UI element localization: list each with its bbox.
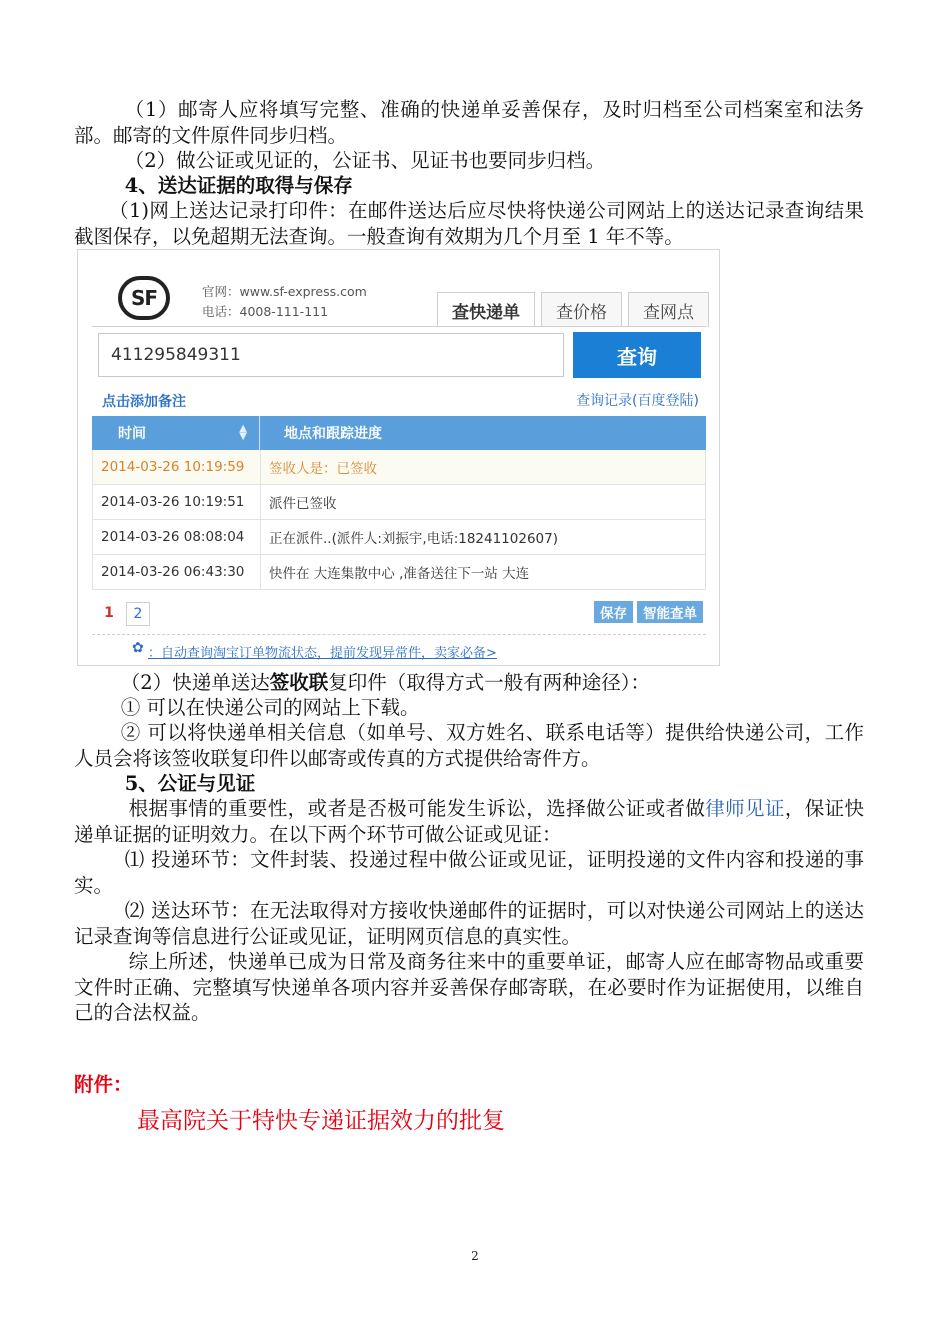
search-row: [92, 326, 706, 385]
column-time: 时间: [118, 426, 146, 442]
table-row: 2014-03-26 10:19:59 签收人是：已签收: [92, 450, 706, 485]
paragraph-method-2: ② 可以将快递单相关信息（如单号、双方姓名、联系电话等）提供给快递公司，工作人员会将该签收联复印件以邮寄或传真的方式提供给寄件方。: [74, 721, 864, 770]
paragraph-notary-archive: （2）做公证或见证的，公证书、见证书也要同步归档。: [124, 149, 606, 172]
add-note-link[interactable]: 点击添加备注: [102, 394, 186, 410]
table-header: [92, 416, 706, 450]
promo-link[interactable]: ：自动查询淘宝订单物流状态，提前发现异常件，卖家必备>: [148, 646, 497, 661]
divider: [92, 634, 706, 635]
save-button[interactable]: 保存: [594, 601, 633, 623]
paragraph-summary: 综上所述，快递单已成为日常及商务往来中的重要单证，邮寄人应在邮寄物品或重要文件时正确、完整填写快递单各项内容并妥善保存邮寄联，在必要时作为证据使用，以维自己的合法权益。: [74, 950, 864, 1025]
table-row: 2014-03-26 10:19:51 派件已签收: [92, 485, 706, 520]
courier-website-screenshot: [77, 249, 720, 666]
paragraph-delivery-stage: ⑴ 投递环节：文件封装、投递过程中做公证或见证，证明投递的文件内容和投递的事实。: [74, 848, 864, 897]
paragraph-signed-copy: （2）快递单送达签收联复印件（取得方式一般有两种途径）：: [120, 671, 650, 694]
sf-logo: SF: [118, 276, 170, 320]
action-buttons: [594, 601, 703, 623]
heading-section-5: 5、公证与见证: [124, 772, 256, 795]
attachment-title[interactable]: 最高院关于特快专递证据效力的批复: [137, 1108, 505, 1134]
paragraph-method-1: ① 可以在快递公司的网站上下载。: [120, 696, 420, 719]
gear-icon: ✿: [132, 640, 144, 656]
tracking-number-input[interactable]: 411295849311: [98, 333, 564, 377]
paragraph-online-record: （1)网上送达记录打印件：在邮件送达后应尽快将快递公司网站上的送达记录查询结果截图保存，以免超期无法查询。一般查询有效期为几个月至 1 年不等。: [74, 199, 864, 248]
site-phone: 电话：4008-111-111: [202, 304, 329, 319]
site-info: [202, 282, 367, 322]
paragraph-archive: （1）邮寄人应将填写完整、准确的快递单妥善保存，及时归档至公司档案室和法务部。邮寄的文件原件同步归档。: [74, 98, 864, 147]
paragraph-notarization: 根据事情的重要性，或者是否极可能发生诉讼，选择做公证或者做律师见证，保证快递单证据的证明效力。在以下两个环节可做公证或见证：: [74, 797, 864, 846]
smart-query-button[interactable]: 智能查单: [637, 601, 703, 623]
page-2[interactable]: 2: [126, 602, 150, 626]
column-location: 地点和跟踪进度: [284, 426, 382, 442]
lawyer-witness-link[interactable]: 律师见证: [705, 797, 785, 820]
table-row: 2014-03-26 08:08:04 正在派件..(派件人:刘振宇,电话:18241102607): [92, 520, 706, 555]
tab-outlet[interactable]: 查网点: [628, 292, 709, 327]
query-tabs: [437, 292, 709, 327]
tab-track[interactable]: 查快递单: [437, 292, 535, 327]
paragraph-receipt-stage: ⑵ 送达环节：在无法取得对方接收快递邮件的证据时，可以对快递公司网站上的送达记录查询等信息进行公证或见证，证明网页信息的真实性。: [74, 899, 864, 948]
tab-price[interactable]: 查价格: [541, 292, 622, 327]
signed-copy-term: 签收联: [269, 671, 329, 694]
attachment-label: 附件：: [74, 1073, 133, 1096]
table-row: 2014-03-26 06:43:30 快件在 大连集散中心 ,准备送往下一站 大连: [92, 555, 706, 590]
tracking-table: [92, 416, 706, 590]
page-number: 2: [471, 1249, 479, 1263]
heading-section-4: 4、送达证据的取得与保存: [124, 174, 353, 197]
query-button[interactable]: 查询: [573, 332, 701, 378]
page-1[interactable]: 1: [104, 605, 114, 621]
query-history-link[interactable]: 查询记录(百度登陆): [576, 393, 699, 409]
pagination: [98, 602, 150, 626]
sort-icon[interactable]: ▲ ▼: [239, 423, 247, 442]
site-url: 官网：www.sf-express.com: [202, 284, 367, 299]
